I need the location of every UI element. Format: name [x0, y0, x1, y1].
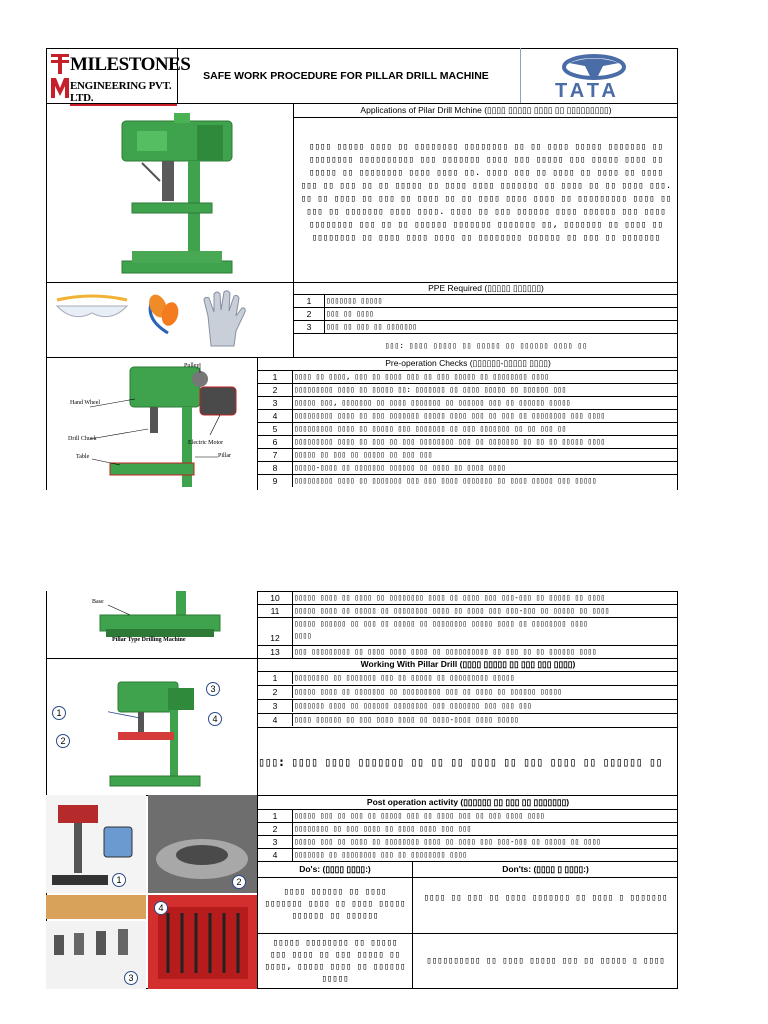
ppe-item-number: 1 — [294, 295, 325, 307]
callout-post-2: 2 — [232, 875, 246, 889]
dos-item: ▯▯▯▯ ▯▯▯▯▯▯ ▯▯ ▯▯▯▯ ▯▯▯▯▯▯▯ ▯▯▯▯ ▯▯ ▯▯▯▯ ▯▯▯▯▯ ▯▯▯▯▯▯ ▯▯ ▯▯▯▯▯▯ — [258, 878, 413, 934]
pre-op-item — [258, 591, 678, 605]
working-item — [258, 686, 678, 700]
pre-op-text: ▯▯▯▯▯▯▯▯▯ ▯▯▯▯ ▯▯ ▯▯▯▯▯ ▯▯▯ ▯▯▯▯▯▯▯ ▯▯ ▯▯▯ ▯▯▯▯▯▯▯ ▯▯ ▯▯ ▯▯▯ ▯▯ — [294, 424, 566, 433]
post-operation-heading: Post operation activity (▯▯▯▯▯▯ ▯▯ ▯▯▯ ▯▯ ▯▯▯▯▯▯▯) — [258, 795, 678, 810]
pre-op-number: 8 — [258, 462, 293, 474]
dos-donts-table — [258, 862, 678, 989]
pre-operation-heading: Pre-operation Checks (▯▯▯▯▯▯-▯▯▯▯▯ ▯▯▯▯) — [258, 357, 678, 371]
label-electric-motor: Electric Motor — [188, 440, 224, 446]
post-op-item — [258, 836, 678, 849]
pre-op-number: 12 — [258, 618, 293, 645]
ppe-item-number: 3 — [294, 321, 325, 333]
donts-heading: Don'ts: (▯▯▯▯ ▯ ▯▯▯▯:) — [413, 862, 678, 878]
working-heading: Working With Pillar Drill (▯▯▯▯ ▯▯▯▯▯ ▯▯ ▯▯▯ ▯▯▯ ▯▯▯▯) — [258, 658, 678, 672]
working-text: ▯▯▯▯ ▯▯▯▯▯▯ ▯▯ ▯▯▯ ▯▯▯▯ ▯▯▯▯ ▯▯ ▯▯▯▯-▯▯▯▯ ▯▯▯▯ ▯▯▯▯▯ — [294, 715, 519, 724]
post-op-text: ▯▯▯▯▯ ▯▯▯ ▯▯ ▯▯▯ ▯▯ ▯▯▯▯▯ ▯▯▯ ▯▯ ▯▯▯▯ ▯▯▯ ▯▯ ▯▯▯ ▯▯▯▯ ▯▯▯▯ — [294, 811, 545, 820]
pre-op-item — [258, 436, 678, 449]
applications-paragraph: ▯▯▯▯ ▯▯▯▯▯ ▯▯▯▯ ▯▯ ▯▯▯▯▯▯▯▯ ▯▯▯▯▯▯▯▯ ▯▯ ▯▯ ▯▯▯▯ ▯▯▯▯▯ ▯▯▯▯▯▯▯ ▯▯ ▯▯▯▯▯▯▯▯ ▯▯▯▯▯▯▯▯▯▯ ▯▯▯ ▯▯▯▯▯▯▯ ▯▯▯▯ ▯▯▯ ▯▯▯▯▯ ▯▯▯ ▯▯▯▯▯ ▯▯▯▯ ▯▯ ▯▯▯▯▯ ▯▯ ▯▯▯▯▯▯▯▯ ▯▯▯▯ ▯▯▯▯ ▯▯. ▯▯▯▯ ▯▯▯ ▯▯ ▯▯▯▯ ▯▯ ▯▯▯▯ ▯▯ ▯▯▯▯ ▯▯▯ ▯▯ ▯▯▯ ▯▯ ▯▯ ▯▯▯▯▯ ▯▯ ▯▯▯▯ ▯▯▯▯ ▯▯▯▯▯▯▯ ▯▯ ▯▯▯▯ ▯▯ ▯▯ ▯▯▯▯ ▯▯▯. ▯▯ ▯▯ ▯▯▯▯ ▯▯ ▯▯▯ ▯▯ ▯▯▯▯ ▯▯ ▯▯ ▯▯▯▯ ▯▯▯▯ ▯▯▯▯ ▯▯ ▯▯▯▯▯▯▯▯▯ ▯▯▯▯ ▯▯ ▯▯▯ ▯▯ ▯▯▯▯▯▯▯ ▯▯▯▯ ▯▯▯▯. ▯▯▯▯ ▯▯ ▯▯▯ ▯▯▯▯▯▯ ▯▯▯▯ ▯▯▯▯▯▯ ▯▯▯ ▯▯▯▯ ▯▯▯▯▯▯▯▯ ▯▯▯ ▯▯ ▯▯ ▯▯▯▯▯▯ ▯▯▯▯▯▯▯ ▯▯▯▯▯▯▯ ▯▯, ▯▯▯▯▯▯▯ ▯▯ ▯▯▯▯ ▯▯ ▯▯▯▯▯▯▯▯ ▯▯ ▯▯▯▯ ▯▯▯▯ ▯▯▯▯ ▯▯ ▯▯▯▯▯▯▯▯ ▯▯▯▯▯▯ ▯▯ ▯▯▯ ▯▯ ▯▯▯▯▯▯▯ — [300, 141, 672, 243]
working-text: ▯▯▯▯▯ ▯▯▯▯ ▯▯ ▯▯▯▯▯▯▯ ▯▯ ▯▯▯▯▯▯▯▯▯ ▯▯▯ ▯▯ ▯▯▯▯ ▯▯ ▯▯▯▯▯▯ ▯▯▯▯▯ — [294, 687, 562, 696]
post-op-text: ▯▯▯▯▯ ▯▯▯ ▯▯ ▯▯▯▯ ▯▯ ▯▯▯▯▯▯▯▯ ▯▯▯▯ ▯▯ ▯▯▯▯ ▯▯▯ ▯▯▯-▯▯▯ ▯▯ ▯▯▯▯▯ ▯▯ ▯▯▯▯ — [294, 837, 601, 846]
post-op-text: ▯▯▯▯▯▯▯ ▯▯ ▯▯▯▯▯▯▯▯ ▯▯▯ ▯▯ ▯▯▯▯▯▯▯▯ ▯▯▯▯ — [294, 850, 467, 859]
working-text: ▯▯▯▯▯▯▯▯ ▯▯ ▯▯▯▯▯▯▯ ▯▯▯ ▯▯ ▯▯▯▯▯ ▯▯ ▯▯▯▯▯▯▯▯▯ ▯▯▯▯▯ — [294, 673, 515, 682]
label-drill-chuck: Drill Chuck — [68, 436, 97, 442]
callout-post-4: 4 — [154, 901, 168, 915]
label-base: Base — [92, 599, 104, 605]
pre-op-text: ▯▯▯▯▯ ▯▯ ▯▯▯ ▯▯ ▯▯▯▯▯ ▯▯ ▯▯▯ ▯▯▯ — [294, 450, 433, 459]
pre-op-item — [258, 475, 678, 488]
pre-op-text: ▯▯▯▯ ▯▯ ▯▯▯▯, ▯▯▯ ▯▯ ▯▯▯▯ ▯▯▯ ▯▯ ▯▯▯ ▯▯▯▯▯ ▯▯ ▯▯▯▯▯▯▯▯ ▯▯▯▯ — [294, 372, 549, 381]
pillar-drill-photo — [102, 111, 252, 277]
pre-op-item — [258, 462, 678, 475]
pre-op-text: ▯▯▯▯▯▯▯▯▯ ▯▯▯▯ ▯▯ ▯▯▯ ▯▯▯▯▯▯▯ ▯▯▯▯▯ ▯▯▯▯ ▯▯▯ ▯▯ ▯▯▯ ▯▯ ▯▯▯▯▯▯▯▯ ▯▯▯ ▯▯▯▯ — [294, 411, 605, 420]
ppe-item — [294, 321, 678, 334]
pre-op-item — [258, 384, 678, 397]
post-op-number: 4 — [258, 849, 293, 861]
pre-op-item — [258, 410, 678, 423]
ppe-item-text: ▯▯▯ ▯▯ ▯▯▯▯ — [326, 309, 374, 318]
working-image-cell — [46, 658, 258, 796]
pre-op-text: ▯▯▯ ▯▯▯▯▯▯▯▯▯ ▯▯ ▯▯▯▯ ▯▯▯▯ ▯▯▯▯ ▯▯ ▯▯▯▯▯▯▯▯▯▯ ▯▯ ▯▯▯ ▯▯ ▯▯ ▯▯▯▯▯▯ ▯▯▯▯ — [294, 647, 597, 656]
document-title: SAFE WORK PROCEDURE FOR PILLAR DRILL MACHINE — [203, 70, 489, 82]
pre-op-number: 5 — [258, 423, 293, 435]
pre-op-number: 1 — [258, 371, 293, 383]
pre-op-number: 11 — [258, 605, 293, 617]
pre-op-number: 10 — [258, 592, 293, 604]
callout-1: 1 — [52, 706, 66, 720]
pre-op-number: 4 — [258, 410, 293, 422]
pre-op-text: ▯▯▯▯▯ ▯▯▯▯ ▯▯ ▯▯▯▯ ▯▯ ▯▯▯▯▯▯▯▯ ▯▯▯▯ ▯▯ ▯▯▯▯ ▯▯▯ ▯▯▯-▯▯▯ ▯▯ ▯▯▯▯▯ ▯▯ ▯▯▯▯ — [294, 593, 605, 602]
pre-op-number: 6 — [258, 436, 293, 448]
pre-op-text: ▯▯▯▯▯ ▯▯▯, ▯▯▯▯▯▯▯ ▯▯ ▯▯▯▯ ▯▯▯▯▯▯▯ ▯▯ ▯▯▯▯▯▯ ▯▯▯ ▯▯ ▯▯▯▯▯▯ ▯▯▯▯▯ — [294, 398, 571, 407]
pre-op-text-line2: ▯▯▯▯ — [294, 631, 312, 640]
milestones-logo-icon — [49, 52, 71, 100]
pre-op-item — [258, 618, 678, 646]
dos-heading: Do's: (▯▯▯▯ ▯▯▯▯:) — [258, 862, 413, 878]
pre-op-number: 7 — [258, 449, 293, 461]
pre-op-text: ▯▯▯▯▯ ▯▯▯▯▯▯ ▯▯ ▯▯▯ ▯▯ ▯▯▯▯▯ ▯▯ ▯▯▯▯▯▯▯▯ ▯▯▯▯▯ ▯▯▯▯ ▯▯ ▯▯▯▯▯▯▯▯ ▯▯▯▯ — [294, 619, 588, 628]
post-op-text: ▯▯▯▯▯▯▯▯ ▯▯ ▯▯▯ ▯▯▯▯ ▯▯ ▯▯▯▯ ▯▯▯▯ ▯▯▯ ▯▯▯ — [294, 824, 471, 833]
working-item — [258, 700, 678, 714]
tata-logo — [520, 48, 678, 104]
donts-item: ▯▯▯▯▯▯▯▯▯▯ ▯▯ ▯▯▯▯ ▯▯▯▯▯ ▯▯▯ ▯▯ ▯▯▯▯▯ ▯ ▯▯▯▯ — [426, 956, 665, 966]
label-hand-wheel: Hand Wheel — [70, 400, 101, 406]
post-op-item — [258, 823, 678, 836]
ppe-note: ▯▯▯: ▯▯▯▯ ▯▯▯▯▯ ▯▯ ▯▯▯▯▯ ▯▯ ▯▯▯▯▯▯ ▯▯▯▯ ▯▯ — [384, 341, 588, 350]
callout-post-3: 3 — [124, 971, 138, 985]
working-item — [258, 714, 678, 728]
callout-post-1: 1 — [112, 873, 126, 887]
pre-op-text: ▯▯▯▯▯▯▯▯▯ ▯▯▯▯ ▯▯ ▯▯▯ ▯▯ ▯▯▯ ▯▯▯▯▯▯▯▯ ▯▯▯ ▯▯ ▯▯▯▯▯▯▯ ▯▯ ▯▯ ▯▯ ▯▯▯▯▯ ▯▯▯▯ — [294, 437, 605, 446]
post-operation-photos — [46, 795, 258, 989]
ppe-item — [294, 295, 678, 308]
company-logo — [46, 48, 191, 104]
working-number: 3 — [258, 700, 293, 712]
dos-item: ▯▯▯▯▯ ▯▯▯▯▯▯▯▯ ▯▯ ▯▯▯▯▯ ▯▯▯ ▯▯▯▯ ▯▯ ▯▯▯ ▯▯▯▯▯ ▯▯ ▯▯▯▯, ▯▯▯▯▯ ▯▯▯▯ ▯▯ ▯▯▯▯▯▯ ▯▯▯▯▯ — [258, 934, 413, 989]
callout-4: 4 — [208, 712, 222, 726]
tata-emblem-icon — [559, 54, 629, 80]
cut-resistant-gloves-icon — [196, 286, 256, 352]
ppe-heading: PPE Required (▯▯▯▯▯ ▯▯▯▯▯▯) — [294, 282, 678, 295]
applications-image-cell — [46, 103, 294, 283]
pre-op-text: ▯▯▯▯▯ ▯▯▯▯ ▯▯ ▯▯▯▯▯ ▯▯ ▯▯▯▯▯▯▯▯ ▯▯▯▯ ▯▯ ▯▯▯▯ ▯▯▯ ▯▯▯-▯▯▯ ▯▯ ▯▯▯▯▯ ▯▯ ▯▯▯▯ — [294, 606, 610, 615]
pre-op-item — [258, 449, 678, 462]
ppe-item-text: ▯▯▯▯▯▯▯ ▯▯▯▯▯ — [326, 296, 383, 305]
working-number: 2 — [258, 686, 293, 698]
company-name-line1: MILESTONES — [70, 54, 191, 75]
pre-op-text: ▯▯▯▯▯▯▯▯▯ ▯▯▯▯ ▯▯ ▯▯▯▯▯▯▯ ▯▯▯ ▯▯▯ ▯▯▯▯ ▯▯▯▯▯▯▯ ▯▯ ▯▯▯▯ ▯▯▯▯▯ ▯▯▯ ▯▯▯▯▯ — [294, 476, 597, 485]
callout-2: 2 — [56, 734, 70, 748]
company-name-line2: ENGINEERING PVT. LTD. — [70, 80, 177, 106]
ppe-item-text: ▯▯▯ ▯▯ ▯▯▯ ▯▯ ▯▯▯▯▯▯▯ — [326, 322, 417, 331]
labeled-machine-diagram — [50, 359, 250, 489]
label-table: Table — [76, 454, 90, 460]
pre-op-item — [258, 397, 678, 410]
machine-diagram-continued — [46, 591, 258, 659]
working-number: 1 — [258, 672, 293, 684]
post-op-number: 3 — [258, 836, 293, 848]
safety-goggles-icon — [52, 292, 132, 332]
pre-op-item — [258, 423, 678, 436]
pre-op-text: ▯▯▯▯▯▯▯▯▯ ▯▯▯▯ ▯▯ ▯▯▯▯▯ ▯▯: ▯▯▯▯▯▯▯ ▯▯ ▯▯▯▯ ▯▯▯▯▯ ▯▯ ▯▯▯▯▯▯ ▯▯▯ — [294, 385, 566, 394]
ppe-image-cell — [46, 282, 294, 358]
pre-op-number: 13 — [258, 646, 293, 658]
ppe-item-number: 2 — [294, 308, 325, 320]
ppe-item — [294, 308, 678, 321]
applications-heading: Applications of Pilar Drill Mchine (▯▯▯▯ ▯▯▯▯▯ ▯▯▯▯ ▯▯ ▯▯▯▯▯▯▯▯▯) — [294, 103, 678, 118]
pre-op-item — [258, 371, 678, 384]
post-operation-image-cell — [46, 795, 258, 989]
post-op-item — [258, 810, 678, 823]
pre-op-number: 3 — [258, 397, 293, 409]
callout-3: 3 — [206, 682, 220, 696]
pre-op-item — [258, 605, 678, 618]
post-op-number: 1 — [258, 810, 293, 822]
label-pulley: Pulley — [184, 363, 200, 369]
working-item — [258, 672, 678, 686]
pre-op-text: ▯▯▯▯▯-▯▯▯▯ ▯▯ ▯▯▯▯▯▯▯ ▯▯▯▯▯▯ ▯▯ ▯▯▯▯ ▯▯ ▯▯▯▯ ▯▯▯▯ — [294, 463, 506, 472]
label-pillar: Pillar — [218, 453, 231, 459]
donts-item: ▯▯▯▯ ▯▯ ▯▯▯ ▯▯ ▯▯▯▯ ▯▯▯▯▯▯▯ ▯▯ ▯▯▯▯ ▯ ▯▯▯▯▯▯▯ — [413, 878, 678, 934]
label-machine-name: Pillar Type Drilling Machine — [112, 637, 186, 643]
working-text: ▯▯▯▯▯▯▯ ▯▯▯▯ ▯▯ ▯▯▯▯▯▯ ▯▯▯▯▯▯▯▯ ▯▯▯ ▯▯▯▯▯▯▯ ▯▯▯ ▯▯▯ ▯▯▯ — [294, 701, 532, 710]
tata-wordmark: TATA — [555, 80, 620, 102]
machine-diagram-cell — [46, 357, 258, 490]
pre-op-number: 2 — [258, 384, 293, 396]
post-op-item — [258, 849, 678, 862]
working-note: ▯▯▯: ▯▯▯▯ ▯▯▯▯ ▯▯▯▯▯▯▯ ▯▯ ▯▯ ▯▯ ▯▯▯▯ ▯▯ ▯▯▯ ▯▯▯▯ ▯▯ ▯▯▯▯▯▯ ▯▯ — [258, 755, 663, 769]
post-op-number: 2 — [258, 823, 293, 835]
pre-op-number: 9 — [258, 475, 293, 487]
working-number: 4 — [258, 714, 293, 726]
ear-plugs-icon — [138, 288, 188, 338]
